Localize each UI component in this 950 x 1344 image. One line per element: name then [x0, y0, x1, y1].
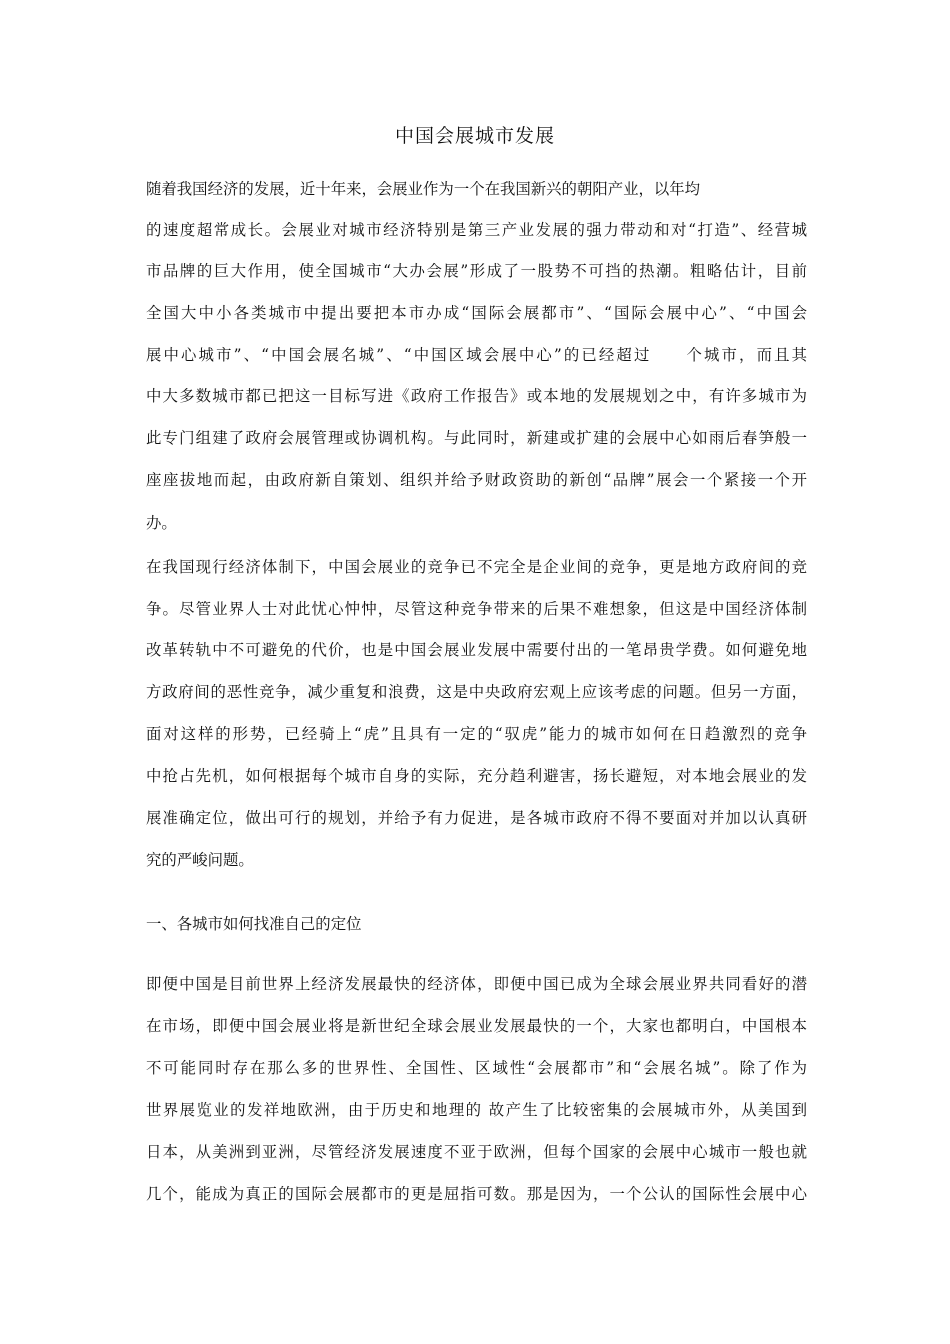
paragraph-1-line-7: 此专门组建了政府会展管理或协调机构。与此同时，新建或扩建的会展中心如雨后春笋般一	[146, 429, 807, 447]
section-heading: 一、各城市如何找准自己的定位	[146, 915, 362, 933]
paragraph-1-line-1: 随着我国经济的发展，近十年来，会展业作为一个在我国新兴的朝阳产业，以年均	[146, 180, 701, 198]
paragraph-2-line-1: 在我国现行经济体制下，中国会展业的竞争已不完全是企业间的竞争，更是地方政府间的竞	[146, 558, 807, 576]
paragraph-1-line-4: 全国大中小各类城市中提出要把本市办成“国际会展都市”、“国际会展中心”、“中国会	[146, 304, 807, 322]
paragraph-2-line-7: 展准确定位，做出可行的规划，并给予有力促进，是各城市政府不得不要面对并加以认真研	[146, 809, 807, 827]
paragraph-3-line-5: 日本，从美洲到亚洲，尽管经济发展速度不亚于欧洲，但每个国家的会展中心城市一般也就	[146, 1143, 807, 1161]
paragraph-3-line-1: 即便中国是目前世界上经济发展最快的经济体，即便中国已成为全球会展业界共同看好的潜	[146, 975, 807, 993]
paragraph-1-line-9: 办。	[146, 514, 177, 532]
paragraph-1-line-6: 中大多数城市都已把这一目标写进《政府工作报告》或本地的发展规划之中，有许多城市为	[146, 387, 807, 405]
paragraph-2-line-4: 方政府间的恶性竞争，减少重复和浪费，这是中央政府宏观上应该考虑的问题。但另一方面，	[146, 683, 807, 701]
paragraph-1-line-3: 市品牌的巨大作用，使全国城市“大办会展”形成了一股势不可挡的热潮。粗略估计，目前	[146, 262, 807, 280]
paragraph-2-line-2: 争。尽管业界人士对此忧心忡忡，尽管这种竞争带来的后果不难想象，但这是中国经济体制	[146, 600, 807, 618]
paragraph-1-line-2: 的速度超常成长。会展业对城市经济特别是第三产业发展的强力带动和对“打造”、经营城	[146, 221, 807, 239]
paragraph-2-line-5: 面对这样的形势，已经骑上“虎”且具有一定的“驭虎”能力的城市如何在日趋激烈的竞争	[146, 725, 807, 743]
paragraph-2-line-3: 改革转轨中不可避免的代价，也是中国会展业发展中需要付出的一笔昂贵学费。如何避免地	[146, 641, 807, 659]
paragraph-1-line-8: 座座拔地而起，由政府新自策划、组织并给予财政资助的新创“品牌”展会一个紧接一个开	[146, 471, 807, 489]
paragraph-1-line-5: 展中心城市”、“中国会展名城”、“中国区域会展中心”的已经超过 个城市，而且其	[146, 346, 807, 364]
paragraph-2-line-8: 究的严峻问题。	[146, 851, 254, 869]
document-title: 中国会展城市发展	[394, 125, 555, 147]
paragraph-3-line-6: 几个，能成为真正的国际会展都市的更是屈指可数。那是因为，一个公认的国际性会展中心	[146, 1185, 807, 1203]
paragraph-3-line-4: 世界展览业的发祥地欧洲，由于历史和地理的 故产生了比较密集的会展城市外，从美国到	[146, 1101, 807, 1119]
paragraph-3-line-2: 在市场，即便中国会展业将是新世纪全球会展业发展最快的一个，大家也都明白，中国根本	[146, 1017, 807, 1035]
paragraph-3-line-3: 不可能同时存在那么多的世界性、全国性、区域性“会展都市”和“会展名城”。除了作为	[146, 1059, 807, 1077]
paragraph-2-line-6: 中抢占先机，如何根据每个城市自身的实际，充分趋利避害，扬长避短，对本地会展业的发	[146, 767, 807, 785]
